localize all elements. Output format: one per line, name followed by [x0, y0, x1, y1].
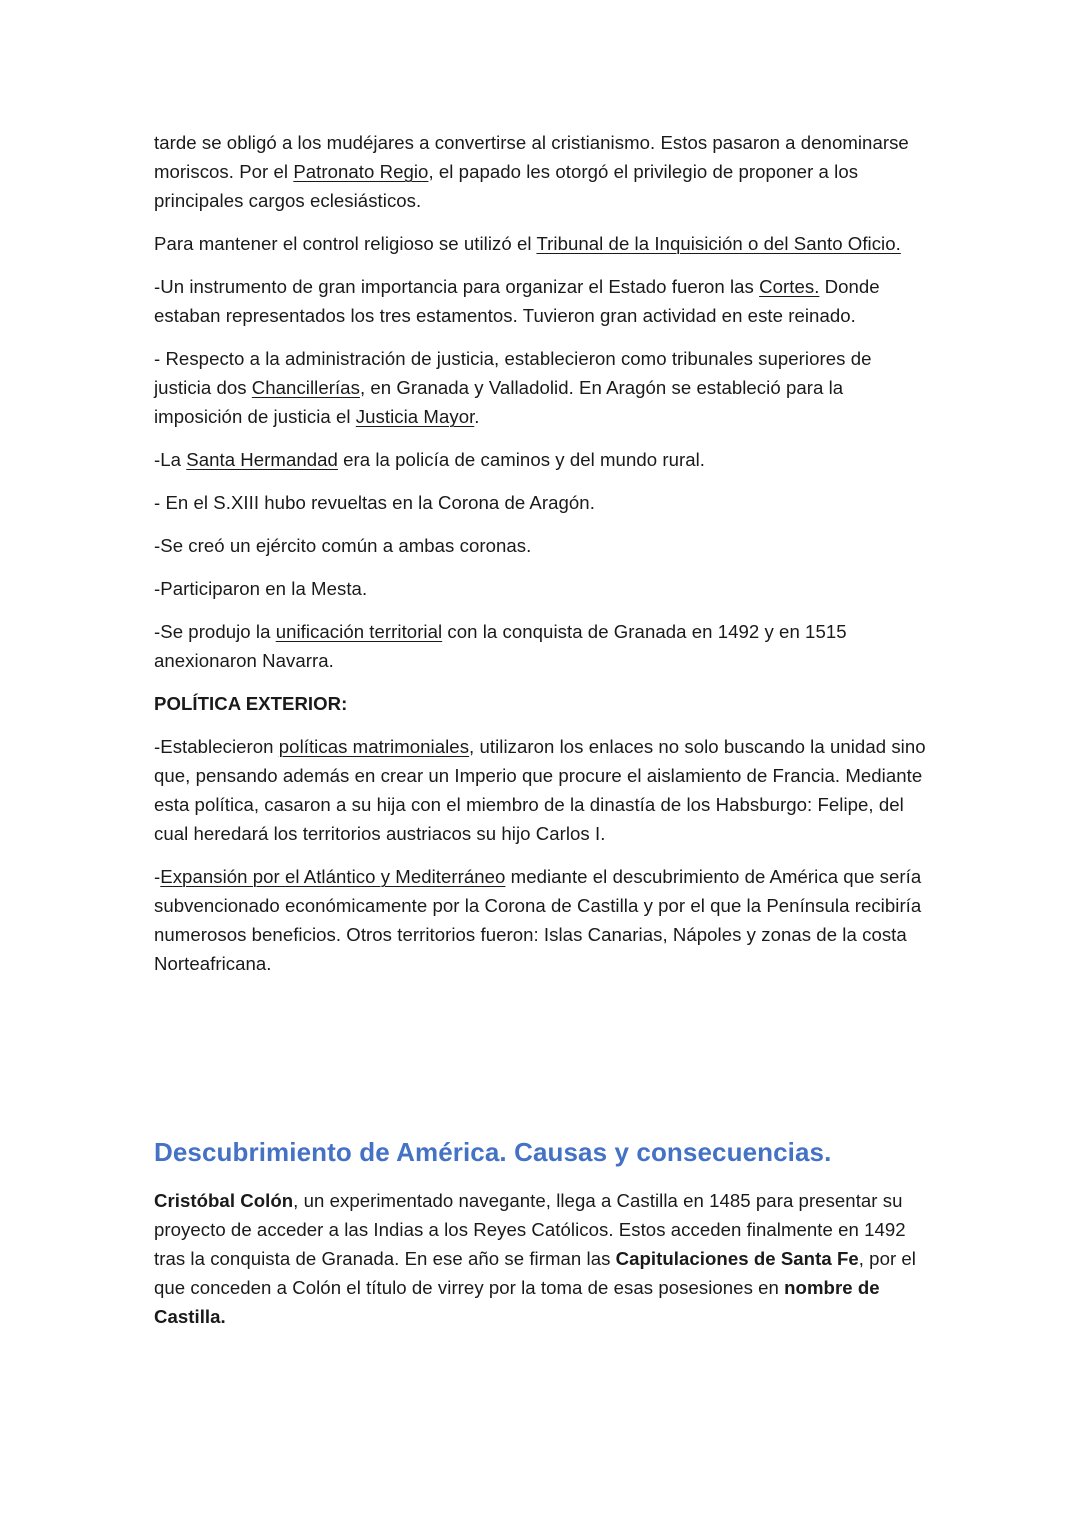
text-run: -Se creó un ejército común a ambas coronas. — [154, 535, 532, 556]
term-capitulaciones: Capitulaciones de Santa Fe — [615, 1248, 859, 1269]
paragraph-cortes — [154, 272, 926, 330]
text-run: , por el que conceden a Colón el título de virrey por la toma de esas posesiones en — [154, 1248, 916, 1298]
text-run: , un experimentado navegante, llega a Castilla en 1485 para presentar su proyecto de acceder a las Indias a los Reyes Católicos. Estos acceden finalmente en 1492 tras la conquista de Granada. En ese año se firman las — [154, 1190, 906, 1269]
text-run: era la policía de caminos y del mundo rural. — [337, 449, 706, 470]
paragraph-inquisicion — [154, 229, 926, 258]
text-run: tarde se obligó a los mudéjares a convertirse al cristianismo. Estos pasaron a denominarse moriscos. Por el — [154, 132, 909, 182]
text-run: -Establecieron — [154, 736, 279, 757]
document-body — [154, 128, 926, 992]
text-run: , utilizaron los enlaces no solo buscando la unidad sino que, pensando además en crear un Imperio que procure el aislamiento de Francia. Mediante esta política, casaron a su hija con el miembro de la dinastía de los Habsburgo: Felipe, del cual heredará los territorios austriacos su hijo Carlos I. — [154, 736, 926, 844]
text-run: Donde estaban representados los tres estamentos. Tuvieron gran actividad en este reinado. — [154, 276, 880, 326]
paragraph-revueltas — [154, 488, 926, 517]
text-run: . — [474, 406, 480, 427]
paragraph-expansion — [154, 862, 926, 978]
term-justicia-mayor: Justicia Mayor — [355, 406, 475, 427]
text-run: -Se produjo la — [154, 621, 276, 642]
subheading-politica-exterior — [154, 689, 926, 718]
term-cristobal-colon: Cristóbal Colón — [154, 1190, 294, 1211]
term-santa-hermandad: Santa Hermandad — [186, 449, 338, 470]
text-run: - Respecto a la administración de justicia, establecieron como tribunales superiores de justicia dos — [154, 348, 872, 398]
term-nombre-castilla: nombre de Castilla. — [154, 1277, 880, 1327]
text-run: -Participaron en la Mesta. — [154, 578, 368, 599]
paragraph-patronato — [154, 128, 926, 215]
term-chancillerias: Chancillerías — [251, 377, 360, 398]
paragraph-ejercito — [154, 531, 926, 560]
paragraph-justicia — [154, 344, 926, 431]
term-cortes: Cortes. — [759, 276, 820, 297]
term-inquisicion: Tribunal de la Inquisición o del Santo Oficio. — [536, 233, 901, 254]
term-unificacion-territorial: unificación territorial — [275, 621, 443, 642]
section-heading: Descubrimiento de América. Causas y consecuencias. — [154, 1137, 832, 1167]
text-run: , el papado les otorgó el privilegio de proponer a los principales cargos eclesiásticos. — [154, 161, 859, 211]
text-run: , en Granada y Valladolid. En Aragón se estableció para la imposición de justicia el — [154, 377, 844, 427]
term-expansion: Expansión por el Atlántico y Mediterráneo — [160, 866, 506, 887]
text-run: -La — [154, 449, 187, 470]
text-run: - — [154, 866, 161, 887]
paragraph-colon — [154, 1186, 926, 1331]
text-run: con la conquista de Granada en 1492 y en 1515 anexionaron Navarra. — [154, 621, 847, 671]
text-run: mediante el descubrimiento de América que sería subvencionado económicamente por la Corona de Castilla y por el que la Península recibiría numerosos beneficios. Otros territorios fueron: Islas Canarias, Nápoles y zonas de la costa Norteafricana. — [154, 866, 922, 974]
paragraph-politicas-matrimoniales — [154, 732, 926, 848]
paragraph-mesta — [154, 574, 926, 603]
term-politicas-matrimoniales: políticas matrimoniales — [278, 736, 470, 757]
term-patronato-regio: Patronato Regio — [293, 161, 429, 182]
text-run: -Un instrumento de gran importancia para organizar el Estado fueron las — [154, 276, 760, 297]
paragraph-unificacion — [154, 617, 926, 675]
section-body — [154, 1186, 926, 1345]
paragraph-santa-hermandad — [154, 445, 926, 474]
text-run: Para mantener el control religioso se utilizó el — [154, 233, 537, 254]
text-run: - En el S.XIII hubo revueltas en la Corona de Aragón. — [154, 492, 595, 513]
subheading-text: POLÍTICA EXTERIOR: — [154, 693, 348, 714]
